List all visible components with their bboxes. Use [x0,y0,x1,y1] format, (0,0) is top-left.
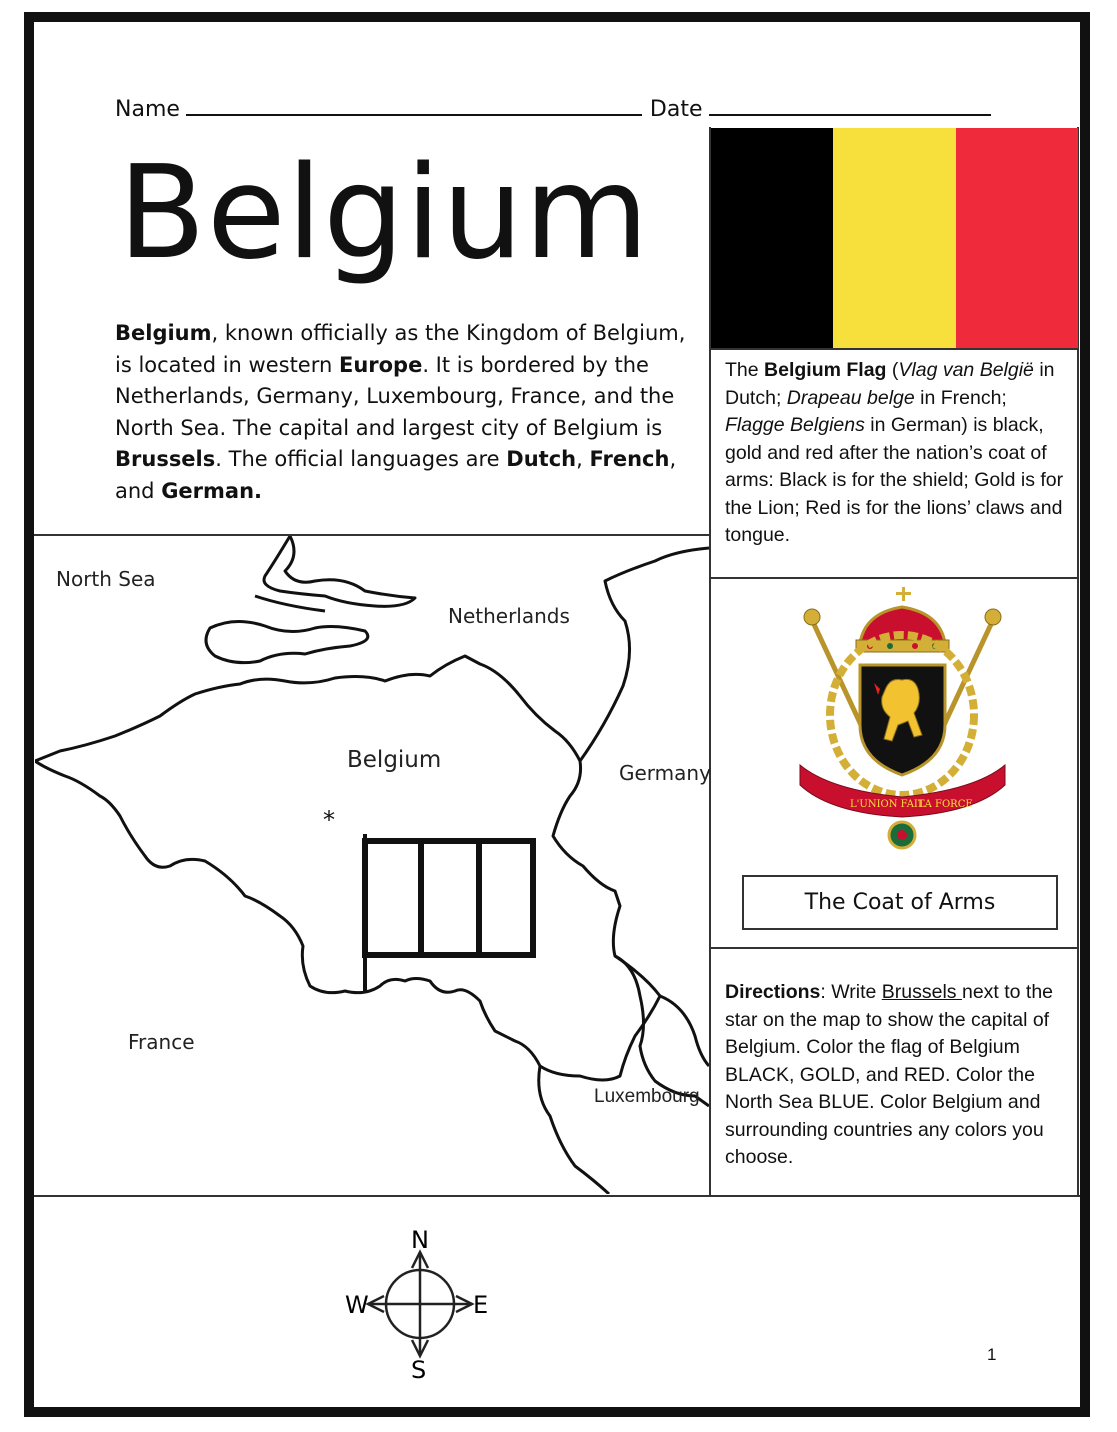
label-luxembourg: Luxembourg [594,1086,700,1107]
directions-capital: Brussels [881,981,962,1003]
flag-text: The [725,359,765,381]
intro-text: . [254,478,263,503]
flag-text: in Dutch; [725,359,1055,409]
flag-name-french: Drapeau belge [786,386,915,409]
flag-description [725,357,1070,550]
flag-stripe-gold [833,128,955,348]
flag-text: ( [886,359,899,381]
directions-heading: Directions [725,981,821,1003]
label-netherlands: Netherlands [448,604,570,628]
belgium-flag [711,128,1078,348]
label-belgium: Belgium [347,747,442,773]
flag-text-bold: Belgium Flag [764,359,887,381]
intro-text: , and [115,447,677,503]
directions-text-part: next to the star on the map to show the capital of Belgium. Color the flag of Belgium BLACK, GOLD, and RED. Color the North Sea BLUE. Color Belgium and surrounding countries any colors you choose. [725,981,1054,1168]
divider-map-compass [34,1195,1080,1197]
label-germany: Germany [619,761,711,785]
capital-star-icon: * [323,806,335,834]
compass-w: W [345,1291,369,1319]
flag-name-german: Flagge Belgiens [725,414,865,436]
compass-s: S [411,1356,427,1382]
name-date-row [115,96,999,122]
compass-n: N [411,1226,429,1254]
flag-text: in German) is black, gold and red after the nation’s coat of arms: Black is for the shield; Gold is for the Lion; Red is for the lions’ claws and tongue. [725,414,1064,546]
directions-text-part: : Write [820,981,882,1003]
date-field[interactable] [709,96,991,116]
flag-stripe-red [956,128,1078,348]
compass-rose-icon [340,1222,500,1382]
intro-capital: Brussels [115,447,216,471]
motto-right: LA FORCE [918,799,973,810]
coat-of-arms-label: The Coat of Arms [742,875,1058,930]
date-label: Date [649,97,703,122]
intro-language: French [589,447,670,471]
flag-text: in French; [914,386,1007,409]
intro-text: , [576,447,590,471]
divider-flag-text [710,348,1079,350]
name-field[interactable] [186,96,642,116]
coat-of-arms-image [790,585,1015,860]
directions-text [725,979,1070,1172]
page-title: Belgium [118,139,650,288]
label-france: France [128,1030,195,1054]
intro-country: Belgium [115,321,212,345]
intro-continent: Europe [338,352,423,377]
motto-left: L'UNION FAIT [850,799,925,810]
name-label: Name [115,97,180,122]
flag-name-dutch: Vlag van België [898,359,1034,381]
intro-text: . It is bordered by the Netherlands, Germany, Luxembourg, France, and the North Sea. The capital and largest city of Belgium is [115,352,675,440]
intro-paragraph [115,318,695,507]
page-number: 1 [987,1345,997,1364]
divider-text-coa [710,577,1079,579]
divider-coa-directions [710,947,1079,949]
intro-text: . The official languages are [215,447,507,471]
intro-text: , known officially as the Kingdom of Belgium, is located in western [115,321,686,377]
compass-e: E [473,1291,489,1319]
flag-stripe-black [711,128,833,348]
intro-language: Dutch [506,447,577,471]
intro-language: German [161,478,255,503]
label-north-sea: North Sea [56,567,156,591]
